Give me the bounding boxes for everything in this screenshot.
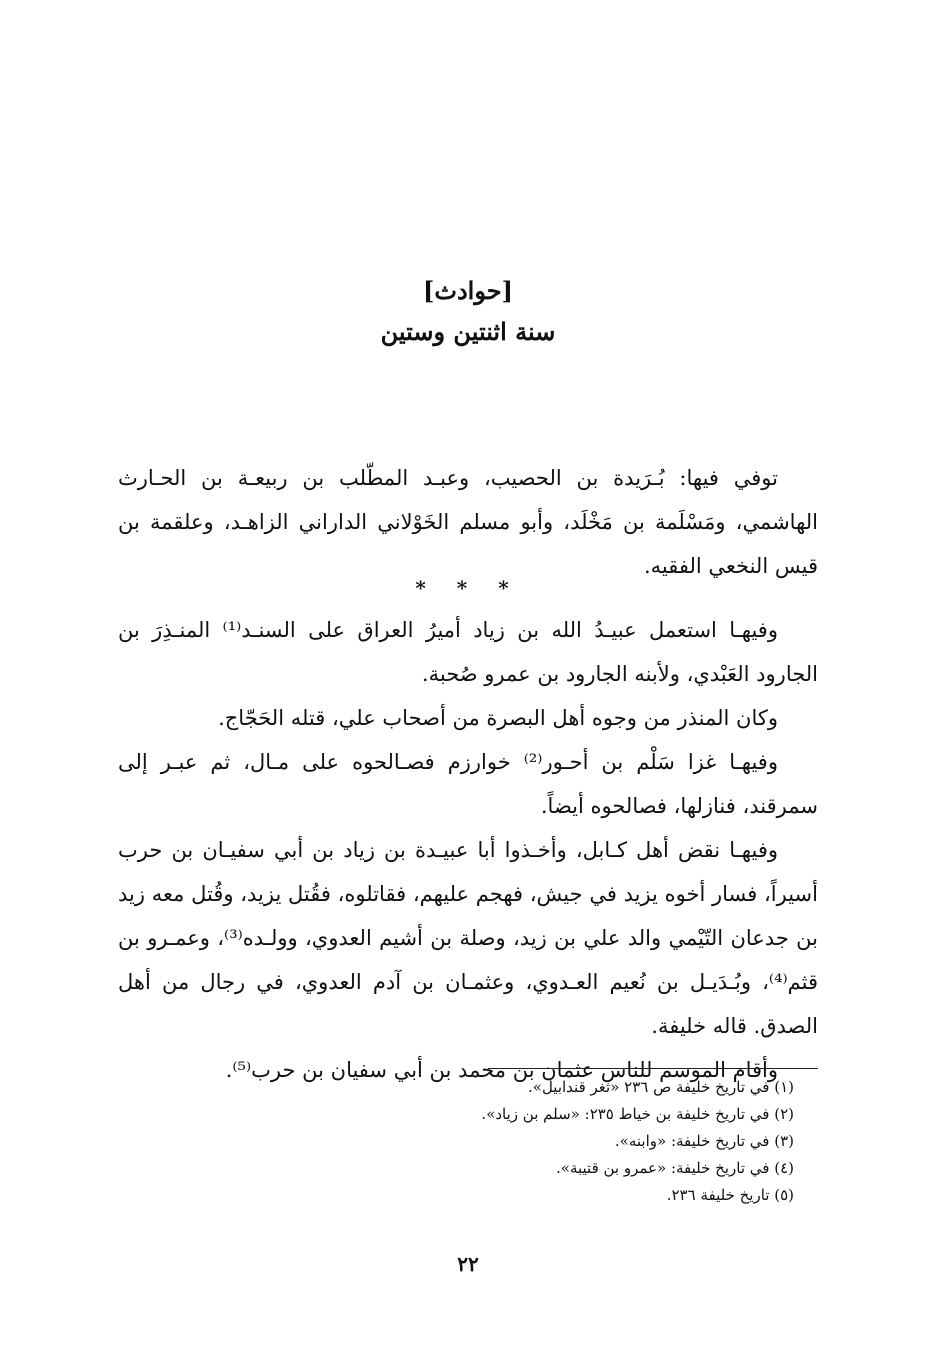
event-paragraph: وفيهـا نقض أهل كـابل، وأخـذوا أبا عبيـدة بن زياد بن أبي سفيـان بن حرب أسيراً، فسار أخوه يزيد في جيش، فهجم عليهم، فقاتلوه، فقُتل يزيد، وقُتل معه زيد بن جدعان التّيْمي والد علي بن زيد، وصلة بن أشيم العدوي، وولـده⁽³⁾، وعمـرو بن قثم⁽⁴⁾، وبُـدَيـل بن نُعيم العـدوي، وعثمـان بن آدم العدوي، في رجال من أهل الصدق. قاله خليفة. bbox=[118, 838, 819, 1038]
footnote-divider bbox=[488, 1068, 818, 1069]
book-page bbox=[118, 0, 818, 1371]
event-paragraph: وكان المنذر من وجوه أهل البصرة من أصحاب علي، قتله الحَجّاج. bbox=[218, 706, 778, 730]
event-paragraph: وأقام الموسم للناس عثمان بن محمد بن أبي سفيان بن حرب⁽⁵⁾. bbox=[225, 1058, 778, 1082]
footnote: (٥) تاريخ خليفة ٢٣٦. bbox=[666, 1186, 794, 1204]
events-body bbox=[118, 608, 818, 1092]
footnote: (٤) في تاريخ خليفة: «عمرو بن قتيبة». bbox=[556, 1159, 794, 1177]
section-heading: [حوادث] bbox=[423, 276, 513, 305]
footnotes bbox=[118, 1074, 818, 1209]
footnote: (٢) في تاريخ خليفة بن خياط ٢٣٥: «سلم بن زياد». bbox=[481, 1105, 794, 1123]
page-number: ٢٢ bbox=[457, 1252, 479, 1276]
footnote: (٣) في تاريخ خليفة: «وابنه». bbox=[614, 1132, 794, 1150]
event-paragraph: وفيهـا استعمل عبيـدُ الله بن زياد أميرُ العراق على السنـد⁽¹⁾ المنـذِرَ بن الجارود العَبْدي، ولأبنه الجارود بن عمرو صُحبة. bbox=[118, 618, 818, 686]
deaths-paragraph: توفي فيها: بُـرَيدة بن الحصيب، وعبـد المطّلب بن ربيعـة بن الحـارث الهاشمي، ومَسْلَمة بن مَخْلَد، وأبو مسلم الخَوْلاني الداراني الزاهـد، وعلقمة بن قيس النخعي الفقيه. bbox=[118, 466, 818, 578]
footnote: (١) في تاريخ خليفة ص ٢٣٦ «ثغر قندابيل». bbox=[528, 1078, 794, 1096]
year-heading: سنة اثنتين وستين bbox=[380, 317, 556, 346]
section-separator: * * * bbox=[415, 576, 521, 600]
event-paragraph: وفيهـا غزا سَلْم بن أحـور⁽²⁾ خوارزم فصـالحوه على مـال، ثم عبـر إلى سمرقند، فنازلها، فصالحوه أيضاً. bbox=[118, 750, 818, 818]
